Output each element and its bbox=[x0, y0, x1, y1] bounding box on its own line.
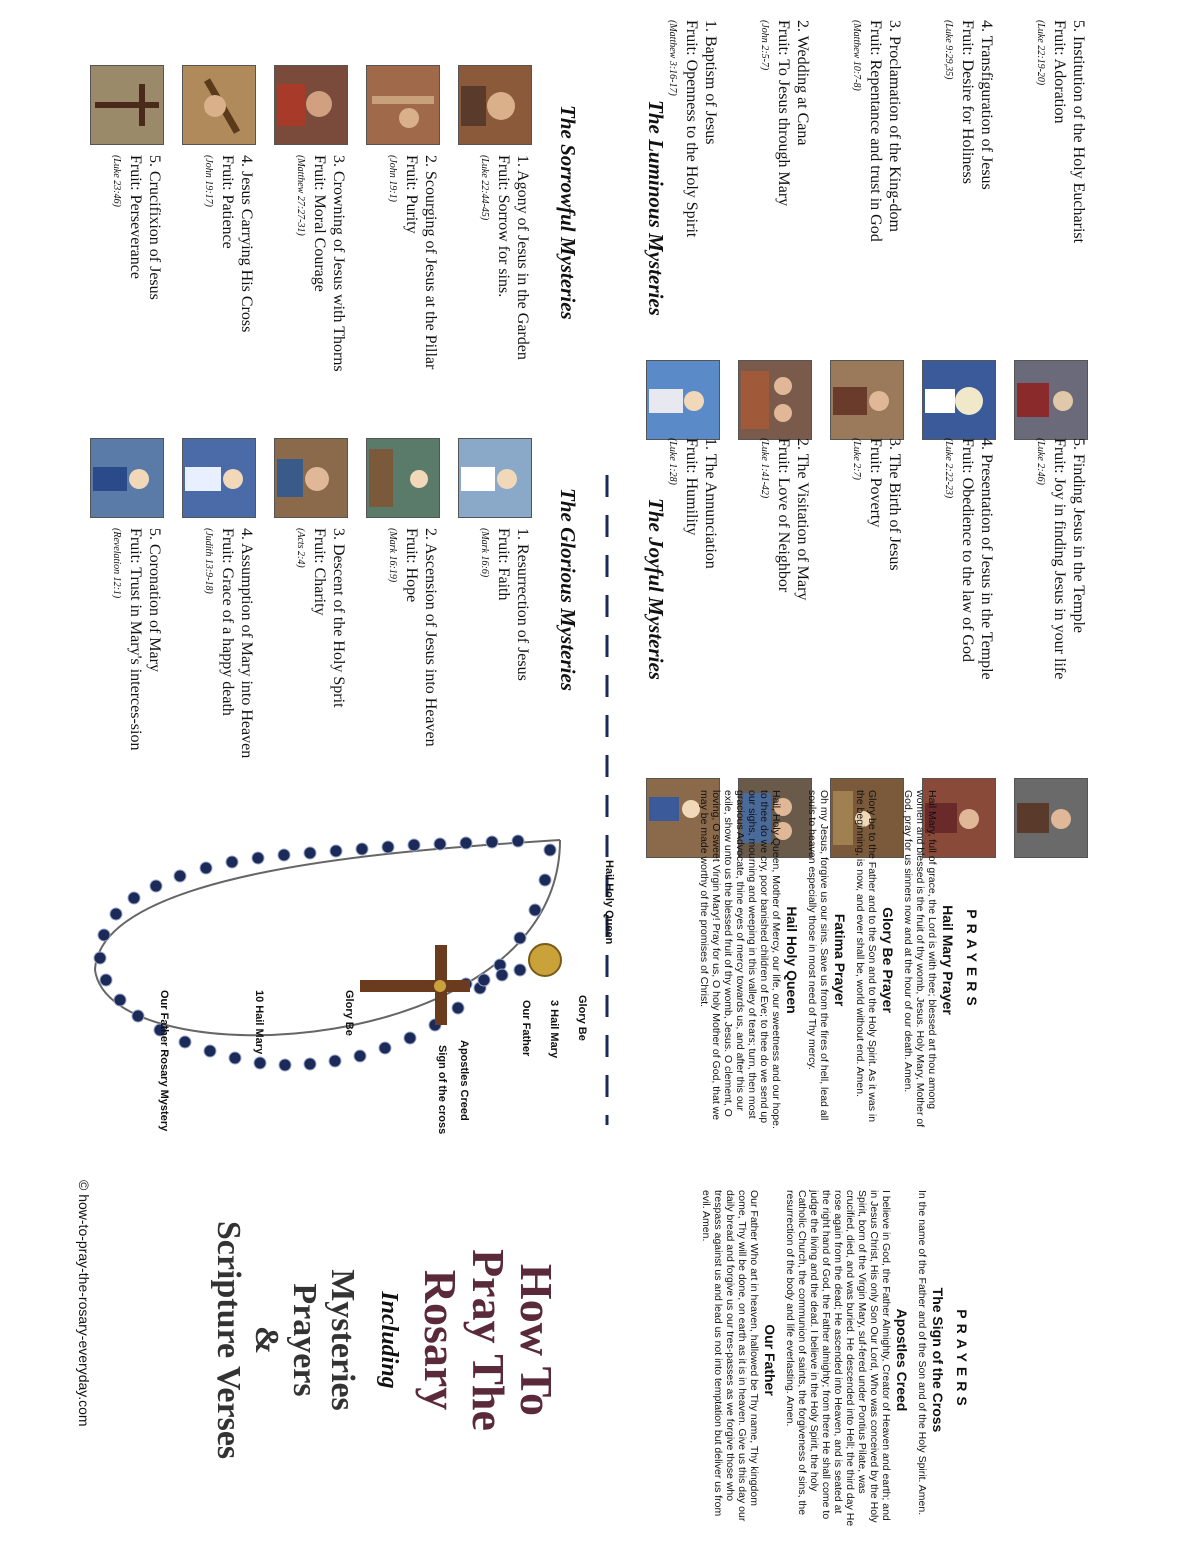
scourging-image bbox=[366, 65, 440, 145]
coronation-image bbox=[90, 438, 164, 518]
prayers-heading-left: PRAYERS bbox=[954, 1309, 970, 1411]
finding-temple-image bbox=[1014, 778, 1088, 858]
medal bbox=[529, 944, 561, 976]
crowning-image bbox=[274, 65, 348, 145]
joyful-item-3: 3. The Birth of Jesus Fruit: Poverty (Luke 2:7) bbox=[830, 438, 904, 858]
agony-image bbox=[458, 65, 532, 145]
joyful-item-2: 2. The Visitation of Mary Fruit: Love of Neighbor (Luke 1:41-42) bbox=[738, 438, 812, 858]
luminous-item-1: 1. Baptism of Jesus Fruit: Openness to the Holy Spirit (Matthew 3:16-17) bbox=[646, 20, 720, 440]
cover-title: How To Pray The Rosary Including Mysteries Prayers & Scripture Verses bbox=[210, 1220, 562, 1460]
ascension-image bbox=[366, 438, 440, 518]
joyful-item-4: 4. Presentation of Jesus in the Temple Fruit: Obedience to the law of God (Luke 2:22-23) bbox=[922, 438, 996, 858]
sorrowful-item-5: 5. Crucifixion of Jesus Fruit: Perseverance (Luke 23:46) bbox=[90, 65, 164, 485]
label-sign-of-cross: Sign of the cross bbox=[436, 1045, 448, 1135]
luminous-panel bbox=[600, 0, 1200, 350]
prayers-right: PRAYERS Hail Mary Prayer Hail Mary, full of grace, the Lord is with thee; blessed art thou among women and blessed is the fruit of thy womb, Jesus. Holy Mary, Mother of God, pray for us sinners now and at the hour of our death. Amen. Glory Be Prayer Glory be to the Father and to the Son and to the Holy Spirit. As it was in the beginning, is now, and ever shall be, world without end. Amen. Fatima Prayer Oh my Jesus, forgive us our sins. Save us from the fires of hell, lead all souls to heaven especially those in most need of Thy mercy. Hail Holy Queen Hail, Holy Queen, Mother of Mercy, our life, our sweetness and our hope. to thee do we cry, poor banished children of Eve; to thee do we send up our sighs, mourning and weeping in this valley of tears; turn, then most gracious Advocate, thine eyes of mercy towards us, and after this our exile, show unto us the blessed fruit of thy womb, Jesus. O clement, O loving, O sweet Virgin Mary! Pray for us, O holy Mother of God, that we may be made worthy of the promises of Christ. bbox=[698, 790, 980, 1129]
luminous-item-3: 3. Proclamation of the King-dom Fruit: Repentance and trust in God (Matthew 10:7-8) bbox=[830, 20, 904, 440]
joyful-title: The Joyful Mysteries bbox=[644, 498, 668, 680]
luminous-item-2: 2. Wedding at Cana Fruit: To Jesus through Mary (John 2:5-7) bbox=[738, 20, 812, 440]
sorrowful-item-2: 2. Scourging of Jesus at the Pillar Fruit: Purity (John 19:1) bbox=[366, 65, 440, 485]
sorrowful-item-1: 1. Agony of Jesus in the Garden Fruit: Sorrow for sins. (Luke 22:44-45) bbox=[458, 65, 532, 485]
glorious-item-4: 4. Assumption of Mary into Heaven Fruit: Grace of a happy death (Judith 13:9-18) bbox=[182, 438, 256, 858]
glorious-item-3: 3. Descent of the Holy Sprit Fruit: Charity (Acts 2:4) bbox=[274, 438, 348, 858]
sorrowful-panel bbox=[0, 0, 600, 372]
luminous-item-5: 5. Institution of the Holy Eucharist Fruit: Adoration (Luke 22:19-20) bbox=[1014, 20, 1088, 440]
prayers-left: PRAYERS The Sign of the Cross In the name of the Father and of the Son and of the Holy Spirit. Amen. Apostles Creed I believe in God, the Father Almighty, Creator of Heaven and earth; and in Jesus Christ, His only Son Our Lord, Who was conceived by the Holy Spirit, born of the Virgin Mary, suf-fered under Pontius Pilate, was crucified, died, and was buried. He descended into Hell; the third day He rose again from the dead; He ascended into Heaven, and is seated at the right hand of God, the Father almighty; from there He shall come to judge the living and the dead. I believe in the Holy Spirit, the holy Catholic Church, the communion of saints, the forgiveness of sins, the resurrection of the body and life everlasting. Amen. Our Father Our Father Who art in heaven, hallowed be Thy name, Thy kingdom come, Thy will be done, on earth as it is in heaven. Give us this day our daily bread and forgive us our tres-passes as we forgive those who trespass against us and lead us not into temptation but deliver us from evil. Amen. bbox=[700, 1190, 970, 1530]
label-glory-be-top: Glory Be bbox=[576, 995, 588, 1041]
crucifixion-image bbox=[90, 65, 164, 145]
luminous-item-4: 4. Transfiguration of Jesus Fruit: Desire for Holiness (Luke 9:29,35) bbox=[922, 20, 996, 440]
label-glory-be: Glory Be bbox=[343, 990, 355, 1036]
glorious-title: The Glorious Mysteries bbox=[556, 488, 580, 692]
fold-divider bbox=[603, 475, 611, 1125]
joyful-item-1: 1. The Annunciation Fruit: Humility (Luke 1:28) bbox=[646, 438, 720, 858]
glorious-item-1: 1. Resurrection of Jesus Fruit: Faith (Mark 16:6) bbox=[458, 438, 532, 858]
pentecost-image bbox=[274, 438, 348, 518]
label-apostles-creed: Apostles Creed bbox=[458, 1040, 470, 1121]
sorrowful-item-3: 3. Crowning of Jesus with Thorns Fruit: Moral Courage (Matthew 27:27-31) bbox=[274, 65, 348, 485]
carrying-cross-image bbox=[182, 65, 256, 145]
resurrection-image bbox=[458, 438, 532, 518]
sorrowful-title: The Sorrowful Mysteries bbox=[556, 105, 580, 320]
joyful-panel bbox=[600, 420, 1200, 770]
crucifix bbox=[360, 945, 470, 1025]
glorious-panel bbox=[0, 420, 600, 770]
joyful-item-5: 5. Finding Jesus in the Temple Fruit: Joy in finding Jesus in your life (Luke 2:46) bbox=[1014, 438, 1088, 858]
sorrowful-item-4: 4. Jesus Carrying His Cross Fruit: Patience (John 19:17) bbox=[182, 65, 256, 485]
label-our-father-top: Our Father bbox=[520, 1000, 532, 1057]
label-our-father-mystery: Our Father Rosary Mystery bbox=[158, 990, 170, 1132]
label-hail-holy-queen: Hail Holy Queen bbox=[603, 860, 615, 945]
glorious-item-2: 2. Ascension of Jesus into Heaven Fruit: Hope (Mark 16:19) bbox=[366, 438, 440, 858]
glorious-item-5: 5. Coronation of Mary Fruit: Trust in Mary's interces-sion (Revelation 12:1) bbox=[90, 438, 164, 858]
rosary-beads bbox=[40, 820, 600, 1120]
prayers-heading-right: PRAYERS bbox=[964, 909, 980, 1011]
label-10-hail-mary: 10 Hail Mary bbox=[253, 990, 265, 1055]
label-3-hail-mary: 3 Hail Mary bbox=[548, 1000, 560, 1059]
luminous-title: The Luminous Mysteries bbox=[644, 100, 668, 316]
rosary-diagram bbox=[40, 820, 615, 1135]
copyright-text: © how-to-pray-the-rosary-everyday.com bbox=[76, 1180, 92, 1427]
assumption-image bbox=[182, 438, 256, 518]
